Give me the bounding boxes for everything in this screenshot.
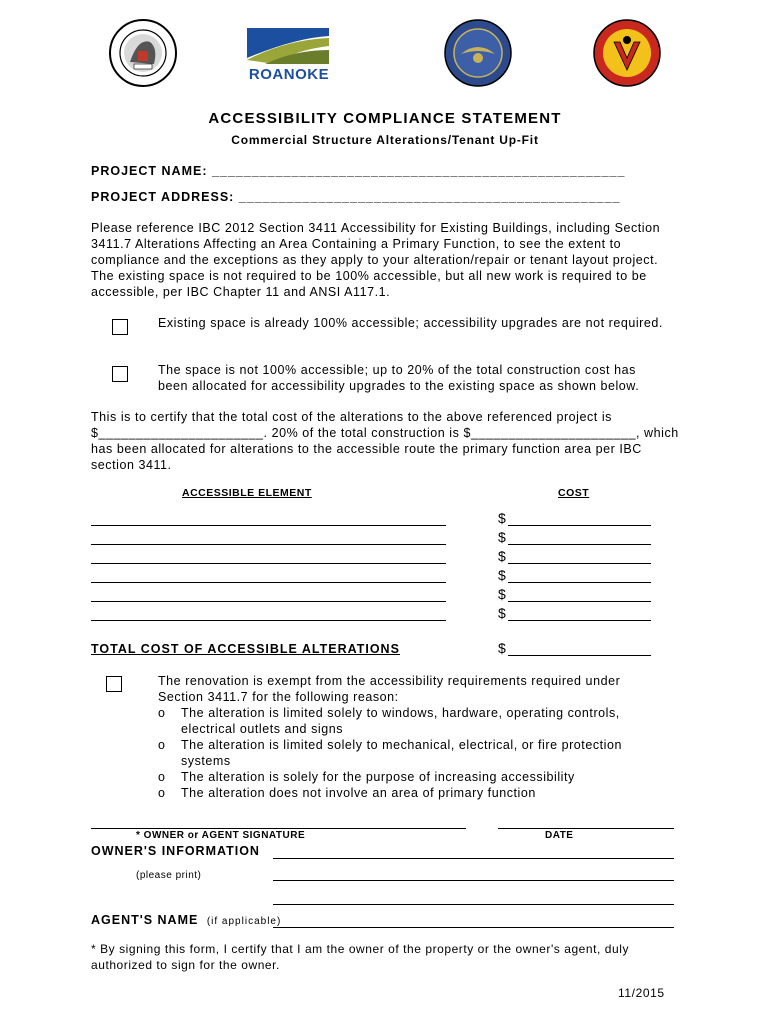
already-accessible-text: Existing space is already 100% accessible; accessibility upgrades are not required.: [158, 316, 663, 330]
cost-line-5[interactable]: [508, 601, 651, 602]
not-accessible-text: The space is not 100% accessible; up to 20% of the total construction cost has been allocated for accessibility upgrades to the existing space as shown below.: [158, 363, 640, 393]
owners-information-line-1[interactable]: [273, 858, 674, 859]
col-header-cost: COST: [558, 487, 590, 499]
dollar-sign: $: [498, 510, 507, 526]
owner-agent-signature-line[interactable]: [91, 828, 466, 829]
element-line-1[interactable]: [91, 525, 446, 526]
exempt-reason: o The alteration is limited solely to windows, hardware, operating controls, electrical outlets and signs: [158, 705, 658, 737]
form-revision-date: 11/2015: [618, 986, 665, 1000]
agents-name-label: [91, 913, 281, 927]
roanoke-logo-text: ROANOKE: [248, 66, 330, 83]
vinton-seal-icon: [592, 18, 662, 88]
exempt-reasons-list: [158, 705, 658, 801]
col-header-element: ACCESSIBLE ELEMENT: [182, 487, 312, 499]
element-line-3[interactable]: [91, 563, 446, 564]
agents-name-line[interactable]: [273, 927, 674, 928]
project-address-field[interactable]: PROJECT ADDRESS: ________________________________________________: [91, 190, 621, 204]
already-accessible-checkbox[interactable]: [112, 319, 128, 335]
dollar-sign: $: [498, 605, 507, 621]
roanoke-logo: [245, 24, 333, 84]
cost-line-4[interactable]: [508, 582, 651, 583]
total-cost-line[interactable]: [508, 655, 651, 656]
owner-agent-signature-label: * OWNER or AGENT SIGNATURE: [136, 830, 306, 841]
agents-name-text: AGENT'S NAME: [91, 913, 199, 927]
cost-line-2[interactable]: [508, 544, 651, 545]
exempt-intro: The renovation is exempt from the accessibility requirements required under Section 3411.7 for the following reason:: [158, 674, 621, 704]
dollar-sign: $: [498, 586, 507, 602]
total-dollar-sign: $: [498, 640, 507, 656]
vinton-virginia-seal: [592, 18, 662, 88]
exempt-reason: o The alteration is solely for the purpose of increasing accessibility: [158, 769, 658, 785]
county-of-roanoke-seal: [108, 18, 178, 88]
page-subtitle: Commercial Structure Alterations/Tenant Up-Fit: [231, 133, 539, 147]
certify-paragraph: This is to certify that the total cost of the alterations to the above referenced project is $______________________. 20% of the total construction is $______________________, which has been allocated for alterations to the accessible route the primary function area per IBC section 3411.: [91, 410, 679, 472]
cost-line-3[interactable]: [508, 563, 651, 564]
cost-line-6[interactable]: [508, 620, 651, 621]
date-line[interactable]: [498, 828, 674, 829]
project-name-field[interactable]: PROJECT NAME: ____________________________________________________: [91, 164, 626, 178]
date-label: DATE: [545, 830, 574, 841]
signing-footnote: * By signing this form, I certify that I am the owner of the property or the owner's agent, duly authorized to sign for the owner.: [91, 942, 629, 972]
not-accessible-checkbox[interactable]: [112, 366, 128, 382]
exempt-reason: o The alteration does not involve an area of primary function: [158, 785, 658, 801]
exempt-checkbox[interactable]: [106, 676, 122, 692]
owners-information-line-3[interactable]: [273, 904, 674, 905]
total-cost-label: TOTAL COST OF ACCESSIBLE ALTERATIONS: [91, 642, 400, 656]
dollar-sign: $: [498, 529, 507, 545]
roanoke-mountain-icon: [245, 24, 333, 68]
element-line-2[interactable]: [91, 544, 446, 545]
if-applicable-text: (if applicable): [206, 916, 282, 927]
exempt-reason: o The alteration is limited solely to mechanical, electrical, or fire protection systems: [158, 737, 658, 769]
element-line-5[interactable]: [91, 601, 446, 602]
cost-line-1[interactable]: [508, 525, 651, 526]
dollar-sign: $: [498, 567, 507, 583]
page-title: ACCESSIBILITY COMPLIANCE STATEMENT: [208, 110, 562, 127]
salem-seal-icon: [443, 18, 513, 88]
element-line-4[interactable]: [91, 582, 446, 583]
exempt-section: [158, 673, 658, 801]
element-line-6[interactable]: [91, 620, 446, 621]
dollar-sign: $: [498, 548, 507, 564]
salem-virginia-seal: [443, 18, 513, 88]
intro-paragraph: Please reference IBC 2012 Section 3411 Accessibility for Existing Buildings, including Section 3411.7 Alterations Affecting an Area Containing a Primary Function, to see the extent to compliance and the exceptions as they apply to your alteration/repair or tenant layout project. The existing space is not required to be 100% accessible, but all new work is required to be accessible, per IBC Chapter 11 and ANSI A117.1.: [91, 221, 661, 299]
county-seal-icon: [108, 18, 178, 88]
owners-information-line-2[interactable]: [273, 880, 674, 881]
please-print-label: (please print): [136, 870, 202, 881]
owners-information-label: OWNER'S INFORMATION: [91, 844, 260, 858]
